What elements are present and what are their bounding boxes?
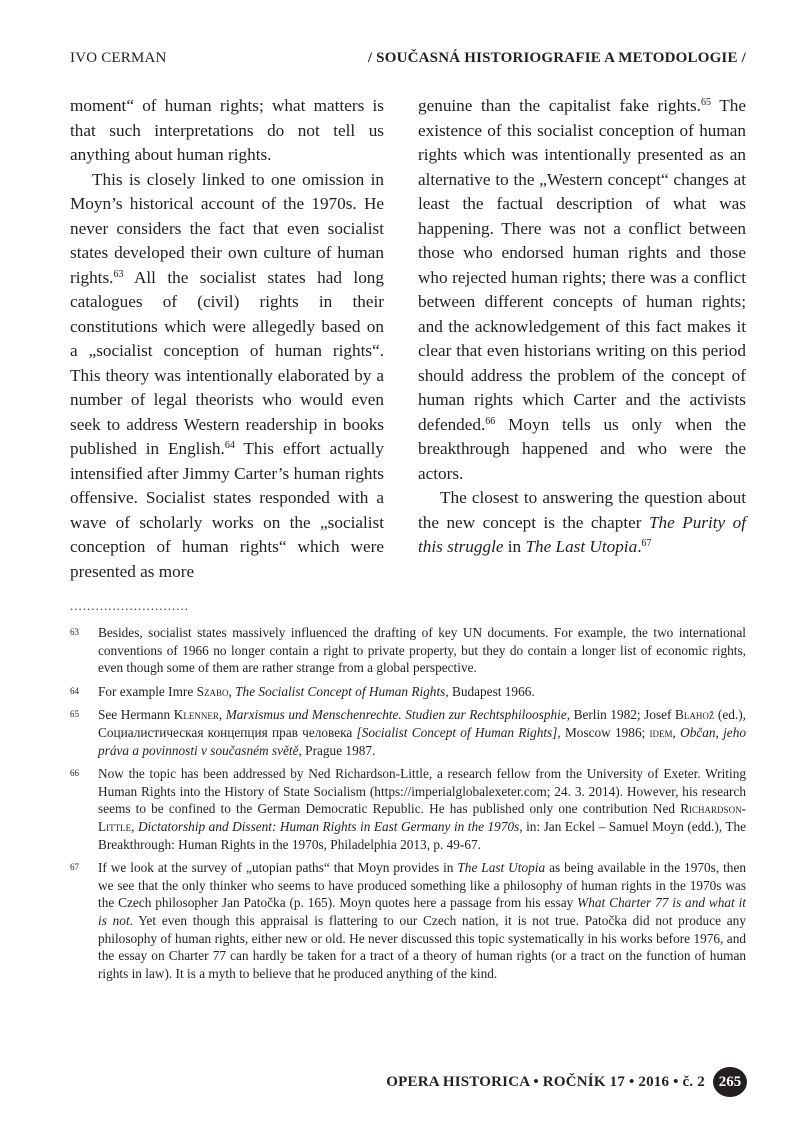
page-number: 265 [713,1067,747,1097]
author-name: idem [649,724,673,740]
text-run: If we look at the survey of „utopian paths“ that Moyn provides in [98,860,458,876]
footnote-number: 65 [70,709,79,720]
book-title: [Socialist Concept of Human Rights] [356,724,558,740]
author-name: Richardson-Little [98,801,746,834]
text-run: , in: Jan Eckel – Samuel Moyn (edd.), The Breakthrough: Human Rights in the 1970s, Philadelphia 2013, p. 49-67. [98,818,747,852]
text-run: , Berlin 1982; Josef [566,707,676,723]
text-run: , [672,724,681,740]
paragraph: moment“ of human rights; what matters is that such interpretations do not tell us anything about human rights. [70,96,384,164]
text-run: Now the topic has been addressed by Ned Richardson-Little, a research fellow from the University of Exeter. Writing Human Rights into the History of State Socialism (https://imperialglobalexeter.com; 24. 3. 2014). However, his research seems to be confined to the German Democratic Republic. He has published only one contribution Ned [98,766,746,817]
footnote-ref: 64 [224,440,235,451]
text-run: genuine than the capitalist fake rights. [418,96,701,115]
footnote-65 [70,706,746,759]
text-run: in [503,537,526,556]
text-run: See Hermann [98,707,174,723]
journal-name: OPERA HISTORICA • ROČNÍK 17 • 2016 • č. 2 [386,1073,705,1090]
footnote-ref: 65 [700,97,711,108]
book-title: The Purity of this struggle [418,512,746,556]
footnote-number: 64 [70,685,79,696]
book-title: Dictatorship and Dissent: Human Rights in East Germany in the 1970s [137,818,520,834]
book-title: The Last Utopia [525,537,638,556]
book-title: The Socialist Concept of Human Rights [235,683,446,699]
text-run: , Moscow 1986; [557,724,650,740]
text-run: . Yet even though this appraisal is flattering to our Czech nation, it is not true. Patočka did not produce any philosophy of human rights, either new or old. He never discussed this topic systematically in his works before 1976, and the essay on Charter 77 can hardly be taken for a tract of a theory of human rights (or a tract on the function of human rights in law). It is a myth to believe that he produced anything of the kind. [98,912,746,981]
author-name: Klenner [173,707,219,723]
text-run: , [131,818,138,834]
text-run: The existence of this socialist conception of human rights which was intentionally presented as an alternative to the „Western concept“ changes at least the factual description of what was happening. There was not a conflict between those who endorsed human rights and those who rejected human rights; there was a conflict between different concepts of human rights; and the acknowledgement of this fact makes it clear that even historians writing on this period should address the problem of the concept of human rights which Carter and the activists defended. [418,96,746,434]
footnote-ref: 63 [113,268,124,280]
right-column [418,94,746,560]
text-run: All the socialist states had long catalogues of (civil) rights in their constitutions which were allegedly based on a „socialist conception of human rights“. This theory was intentionally elaborated by a number of legal theorists who would even seek to address Western readership in books published in English. [70,267,384,458]
author-name: Szabo [196,683,229,699]
footnote-66 [70,765,746,853]
text-run: as being available in the 1970s, then we see that the only thinker who seems to have produced something like a philosophy of human rights in the 1970s was the Czech philosopher Jan Patočka (p. 165). Moyn quotes here a passage from his essay [98,860,746,911]
text-run: . [637,537,642,556]
text-run: The closest to answering the question about the new concept is the chapter [418,488,746,532]
text-run: , Budapest 1966. [445,683,535,699]
paragraph [418,486,746,560]
footnote-number: 67 [70,862,79,873]
text-run: (ed.), Социалистическая концепция прав человека [98,707,746,740]
book-title: Marxismus und Menschenrechte. Studien zur Rechtsphiloosphie [225,707,567,723]
author-name: Blahož [675,707,715,723]
body-text [70,94,746,584]
text-run: , [218,707,226,723]
footnote-ref: 66 [485,415,496,427]
footnote-number: 66 [70,768,79,779]
text-run: Moyn tells us only when the breakthrough happened and who were the actors. [418,414,746,483]
text-run: , Prague 1987. [298,742,376,758]
page-footer [386,1064,747,1100]
footnote-text: Besides, socialist states massively influenced the drafting of key UN documents. For example, the two international conventions of 1966 no longer contain a right to private property, but they do contain a longer list of economic rights, even though some of them are rather strange from a global perspective. [98,625,746,676]
book-title: The Last Utopia [457,860,546,876]
paragraph [70,168,384,585]
text-run: For example Imre [98,683,197,699]
text-run: This is closely linked to one omission in Moyn’s historical account of the 1970s. He never considers the fact that even socialist states developed their own culture of human rights. [70,169,384,287]
text-run: , [228,683,236,699]
book-title: Občan, jeho práva a povinnosti v současném světě [98,724,746,758]
footnote-separator: ............................ [70,598,189,613]
footnote-67 [70,859,746,982]
paragraph [418,94,746,486]
footnote-63 [70,624,746,677]
footnote-ref: 67 [641,538,652,549]
text-run: This effort actually intensified after Jimmy Carter’s human rights offensive. Socialist states responded with a wave of scholarly works on the „socialist conception of human rights“ which were presented as more [70,439,384,581]
footnote-number: 63 [70,627,79,637]
header-author: IVO CERMAN [70,50,167,66]
book-title: What Charter 77 is and what it is not [98,895,746,928]
footnotes [70,624,746,988]
header-section-title: / SOUČASNÁ HISTORIOGRAFIE A METODOLOGIE / [367,50,746,66]
footnote-64 [70,683,746,701]
running-header [70,50,746,72]
left-column [70,94,384,584]
